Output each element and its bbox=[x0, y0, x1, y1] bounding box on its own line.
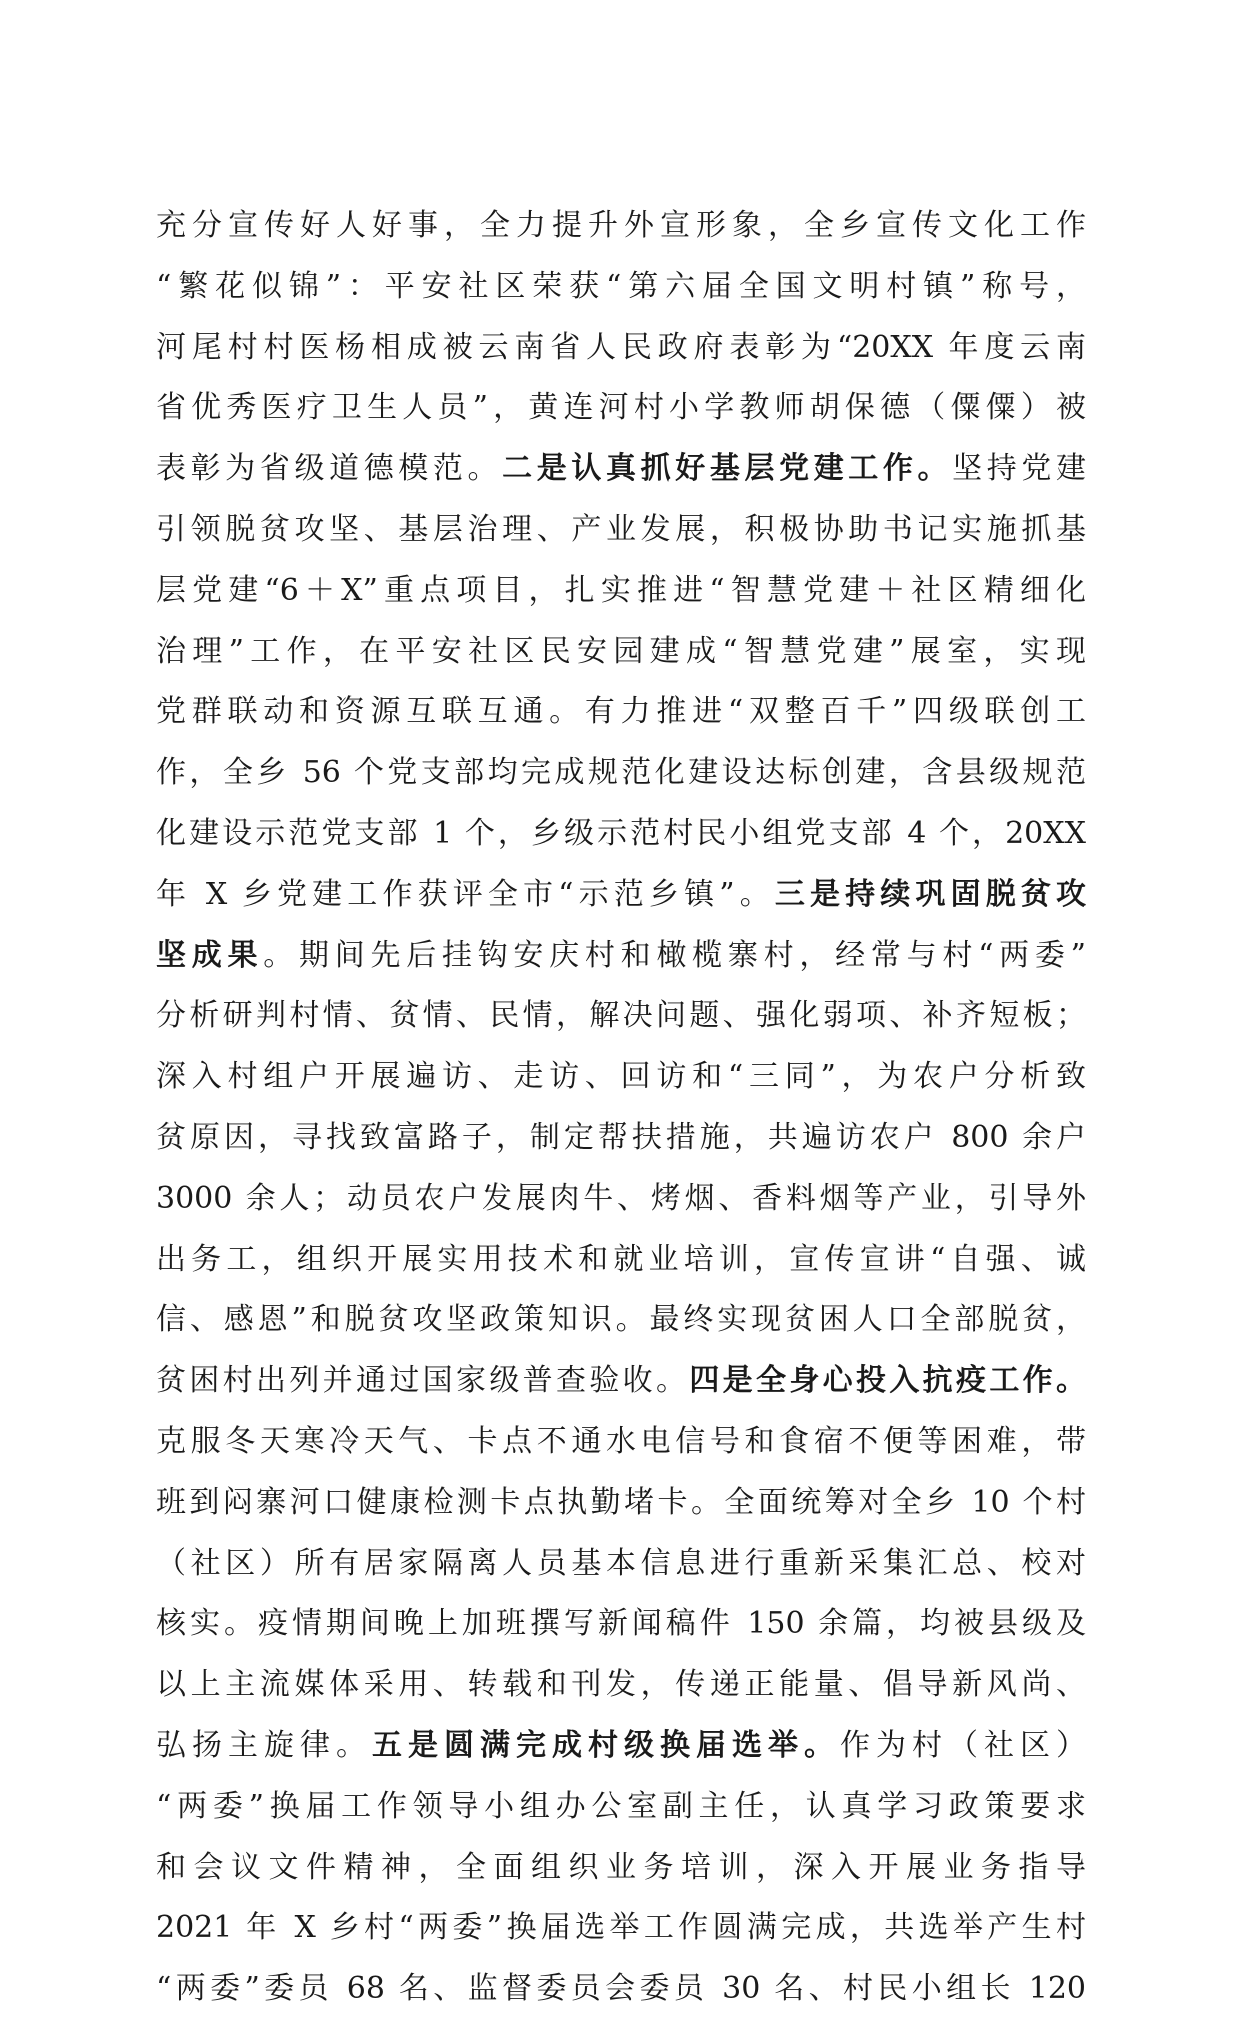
body-text: 层党建“6＋X”重点项目，扎实推进“智慧党建＋社区精细化 bbox=[156, 572, 1086, 608]
body-text: 贫原因，寻找致富路子，制定帮扶措施，共遍访农户 800 余户 bbox=[156, 1119, 1086, 1155]
body-text: 班到闷寨河口健康检测卡点执勤堵卡。全面统筹对全乡 10 个村 bbox=[156, 1484, 1086, 1520]
text-line bbox=[156, 986, 1086, 1047]
body-text: 深入村组户开展遍访、走访、回访和“三同”，为农户分析致 bbox=[156, 1059, 1086, 1095]
body-text: “繁花似锦”：平安社区荣获“第六届全国文明村镇”称号， bbox=[156, 268, 1086, 304]
body-text: 和会议文件精神，全面组织业务培训，深入开展业务指导 bbox=[156, 1849, 1086, 1885]
body-text: 3000 余人；动员农户发展肉牛、烤烟、香料烟等产业，引导外 bbox=[156, 1180, 1086, 1216]
text-line bbox=[156, 1047, 1086, 1108]
text-line bbox=[156, 1230, 1086, 1291]
text-line bbox=[156, 1655, 1086, 1716]
text-line bbox=[156, 439, 1086, 500]
text-line bbox=[156, 378, 1086, 439]
body-paragraph bbox=[156, 196, 1086, 2020]
text-line bbox=[156, 318, 1086, 379]
body-text: 坚持党建 bbox=[952, 451, 1086, 487]
body-text: 省优秀医疗卫生人员”，黄连河村小学教师胡保德（僳僳）被 bbox=[156, 390, 1086, 426]
body-text: 以上主流媒体采用、转载和刊发，传递正能量、倡导新风尚、 bbox=[156, 1667, 1086, 1703]
body-text: 贫困村出列并通过国家级普查验收。 bbox=[156, 1363, 690, 1399]
bold-heading-text: 三是持续巩固脱贫攻 bbox=[774, 876, 1086, 912]
body-text: 化建设示范党支部 1 个，乡级示范村民小组党支部 4 个，20XX bbox=[156, 815, 1086, 851]
text-line bbox=[156, 500, 1086, 561]
body-text: 信、感恩”和脱贫攻坚政策知识。最终实现贫困人口全部脱贫， bbox=[156, 1302, 1086, 1338]
text-line bbox=[156, 622, 1086, 683]
body-text: 作，全乡 56 个党支部均完成规范化建设达标创建，含县级规范 bbox=[156, 755, 1086, 791]
text-line bbox=[156, 1108, 1086, 1169]
text-line bbox=[156, 1594, 1086, 1655]
body-text: 表彰为省级道德模范。 bbox=[156, 451, 503, 487]
text-line bbox=[156, 1716, 1086, 1777]
body-text: 作为村（社区） bbox=[840, 1727, 1086, 1763]
body-text: 河尾村村医杨相成被云南省人民政府表彰为“20XX 年度云南 bbox=[156, 329, 1086, 365]
text-line bbox=[156, 1534, 1086, 1595]
text-line bbox=[156, 1959, 1086, 2020]
text-line bbox=[156, 865, 1086, 926]
body-text: 治理”工作，在平安社区民安园建成“智慧党建”展室，实现 bbox=[156, 633, 1086, 669]
body-text: 克服冬天寒冷天气、卡点不通水电信号和食宿不便等困难，带 bbox=[156, 1423, 1086, 1459]
text-line bbox=[156, 257, 1086, 318]
text-line bbox=[156, 1898, 1086, 1959]
bold-heading-text: 坚成果 bbox=[156, 937, 264, 973]
body-text: 核实。疫情期间晚上加班撰写新闻稿件 150 余篇，均被县级及 bbox=[156, 1606, 1086, 1642]
bold-heading-text: 四是全身心投入抗疫工作。 bbox=[689, 1363, 1086, 1399]
text-line bbox=[156, 682, 1086, 743]
text-line bbox=[156, 1473, 1086, 1534]
text-line bbox=[156, 804, 1086, 865]
body-text: “两委”换届工作领导小组办公室副主任，认真学习政策要求 bbox=[156, 1788, 1086, 1824]
body-text: “两委”委员 68 名、监督委员会委员 30 名、村民小组长 120 bbox=[156, 1971, 1086, 2007]
bold-heading-text: 五是圆满完成村级换届选举。 bbox=[372, 1727, 840, 1763]
body-text: 2021 年 X 乡村“两委”换届选举工作圆满完成，共选举产生村 bbox=[156, 1910, 1086, 1946]
text-line bbox=[156, 1290, 1086, 1351]
bold-heading-text: 二是认真抓好基层党建工作。 bbox=[502, 451, 953, 487]
body-text: 充分宣传好人好事，全力提升外宣形象，全乡宣传文化工作 bbox=[156, 208, 1086, 243]
text-line bbox=[156, 743, 1086, 804]
text-line bbox=[156, 1351, 1086, 1412]
body-text: 引领脱贫攻坚、基层治理、产业发展，积极协助书记实施抓基 bbox=[156, 511, 1086, 547]
text-line bbox=[156, 196, 1086, 257]
text-line bbox=[156, 561, 1086, 622]
text-line bbox=[156, 926, 1086, 987]
text-line bbox=[156, 1838, 1086, 1899]
text-line bbox=[156, 1777, 1086, 1838]
body-text: （社区）所有居家隔离人员基本信息进行重新采集汇总、校对 bbox=[156, 1545, 1086, 1581]
body-text: 。期间先后挂钩安庆村和橄榄寨村，经常与村“两委” bbox=[263, 937, 1086, 973]
body-text: 党群联动和资源互联互通。有力推进“双整百千”四级联创工 bbox=[156, 694, 1086, 730]
body-text: 分析研判村情、贫情、民情，解决问题、强化弱项、补齐短板； bbox=[156, 998, 1086, 1034]
body-text: 出务工，组织开展实用技术和就业培训，宣传宣讲“自强、诚 bbox=[156, 1241, 1086, 1277]
body-text: 弘扬主旋律。 bbox=[156, 1727, 372, 1763]
body-text: 年 X 乡党建工作获评全市“示范乡镇”。 bbox=[156, 876, 775, 912]
text-line bbox=[156, 1169, 1086, 1230]
text-line bbox=[156, 1412, 1086, 1473]
